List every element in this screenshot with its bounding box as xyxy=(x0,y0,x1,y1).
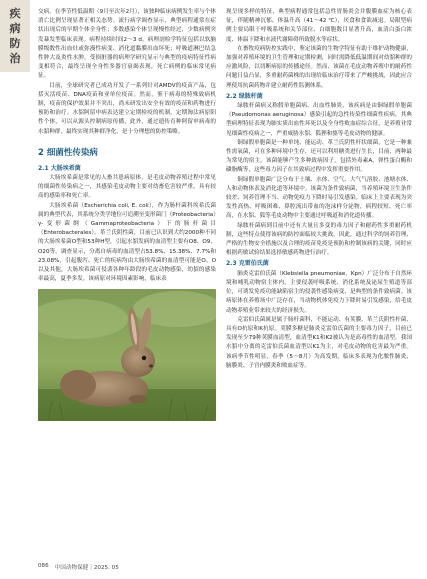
paragraph: 在畜牧疫病防控实践中，鉴定该菌的生物学特征有助于维护动物健康，加强对养殖环境的卫生管理和定期检测，同时需降低低温期间对幼貂种群的应激风险，以切断病原的传播途径。然而，该菌在毛皮动物养殖中的耐药性问题日益凸显，多重耐药菌株的出现给临床治疗带来了严峻挑战，因此应合理使用抗菌药物并建立耐药性监测体系。 xyxy=(226,45,412,89)
paragraph: 目前，全球研究者已成功开发了一系列针对AMDV的疫苗产品，包括灭活疫苗、DNA疫苗和亚单位疫苗。然而，鉴于病毒的特殊致病机制，疫苗的保护效果并不突出，尚未研发出安全有效的疫苗和药物进行预防和治疗。水貂阿留申病表达建立定期检疫的机制，定期淘汰病原阳性个体，可以从源头控制病原传播，此外，通过遗传育种阿留申病毒的水貂种群，最终实现其种群净化，是十分理想的防控策略。 xyxy=(38,82,216,135)
paragraph: 现呈现多样的特征，典型病程通常包括急性胃肠炎会并腹膜血症为核心表征，伴随精神沉郁、体温升高（41～42 ℃），厌食和食欲减退。局限型病例主要局限于呼吸系统和关节部位、白细胞数目显著升高，血清白蛋白浓度、体温下降和水液代谢障碍所致脱水等症状。 xyxy=(226,9,412,43)
subsection-heading: 2.1 大肠埃希菌 xyxy=(38,164,81,172)
paragraph: 铜绿假单胞菌广泛分布于土壤、水体、空气、大气气溶胶、池塘水体、人和动物体表及消化道等环境中。该菌为条件致病菌，当养殖环境卫生条件较差、饲养管理不当、动物免疫力下降时易引发感染。临床上主要表现为突发性高热、呼吸困难、鼻腔流出带血的泡沫样分泌物，病程较短、死亡率高，在水貂、狐等毛皮动物中主要通过呼吸道和消化道传播。 xyxy=(226,176,412,220)
section-heading: 2 细菌性传染病 xyxy=(38,147,98,158)
section-side-tab xyxy=(0,0,30,72)
paragraph: 绿脓杆菌病又称假单胞菌病、出血性肺炎，该疾病是由铜绿假单胞菌（Pseudomonas aeruginosa）感染引起的急性传染性细菌性疾病，其典型病理特征表现为肺实质出血性坏死以及全身性败血症综合征，是养殖业常见细菌性疫病之一，严重威胁水貂、狐狸和貉等毛皮动物的健康。 xyxy=(226,103,412,137)
paragraph: 肺炎克雷伯氏菌（Klebsiella pneumoniae，Kpn）广泛分布于自然环境和哺乳动物宿主体内，主要侵袭呼吸系统、消化系统及泌尿生殖道等部位，可诱发免疫功能缺陷宿主的侵袭性感染病变，是典型的条件致病菌。该病原体在养殖场中广泛存在，当动物机体免疫力下降时易引发感染，给毛皮动物养殖业带来较大的经济损失。 xyxy=(226,270,413,314)
paragraph: 大肠埃希菌（Escherichia coli, E. coli），作为肠杆菌科埃希氏菌属的典型代表，其系统分类学地位可追溯至变形菌门（Proteobacteria）γ-变形菌纲（Gammaproteobacteria）下的肠杆菌目（Enterobacterales）。革兰氏阴性菌，目前已认识到大约2000种不同的大肠埃希菌O型和53种H型，引起水貂发病的血清型主要有O8、O9、O20等。调查显示，分离自病毒的血清型占53.8%、15.38%、7.7%和23.08%，引起腹泻、死亡的疾病均由大肠埃希菌的血清型可能是O、O以及其他，大肠埃希菌可侵袭各种年龄段的毛皮动物感染，幼貂的感染率最高，夏季多发。该病原对环境因素影响，临床表 xyxy=(38,202,216,283)
side-tab-char: 治 xyxy=(9,52,21,65)
side-tab-char: 病 xyxy=(9,22,21,35)
paragraph: 交病。在季节性低温期（9月至次年2月），该独种临床病例发生率与个体消亡比例呈现显著正相关态势。流行病学调查显示，典型病程通常在症状出现后的早期个体全身性；多数感染个体呈现慢性经过，少数病例突发暴发型临床表现。病程持续时间2～3 d。病理剖检学特征包括以软脑膜级数性出血灶或弥漫性病变、消化道黏膜出血坏死；呼吸道淋巴结急性肿大及炎性水肿。受损脏器的病理学研究显示与典型的疫病特征性病变相符合，最终呈现全身性多器官衰竭表现，死亡病例的临床常见病征。 xyxy=(38,9,216,80)
journal-name: 中国动物保健｜2025. 05 xyxy=(54,565,119,571)
left-column xyxy=(38,8,216,425)
side-tab-char: 防 xyxy=(9,37,21,50)
subsection-heading: 2.3 克雷伯氏菌 xyxy=(226,260,269,268)
right-column xyxy=(226,8,412,371)
paragraph: 铜绿假单胞菌是一种单纯、能运动、革兰氏阴性杆状细菌，它是一种兼性需氧菌，可在多种环境中生存，还可以利用糖类进行生长，目前，两种最为常见的宿主。该菌能够产生多种致病因子，包括外毒素A、弹性蛋白酶和磷脂酶等，这些毒力因子在其致病过程中发挥重要作用。 xyxy=(226,139,412,174)
side-tab-char: 疾 xyxy=(9,7,21,20)
paragraph: 绿脓杆菌病到目前中还有大量且多变的毒力因子和耐药性多重耐药机制，这些特点使得该病的防控面临较大挑战。因此，通过科学的饲养管理、严格的生物安全措施以及合理的疫苗免疫是预防和控制该病的关键，同时应根据药敏试验结果选择敏感药物进行治疗。 xyxy=(226,222,412,257)
page-footer xyxy=(38,563,119,571)
rabbit-illustration xyxy=(38,289,216,421)
paragraph: 大肠埃希菌是常见的人畜共患病原体，是毛皮动物养殖过程中常见的细菌性传染病之一，其感染毛皮动物主要对幼畜危害较严重，具有较高的感染率和死亡率。 xyxy=(38,175,216,200)
rabbit-photo xyxy=(38,289,216,421)
subsection-heading: 2.2 绿脓杆菌 xyxy=(226,92,263,100)
paragraph: 克雷伯氏菌属是属于肠杆菌科，不能运动、有荚膜、革兰氏阴性杆菌，具有O抗原和K抗原。荚膜多糖是肺炎克雷伯氏菌的主要毒力因子，目前已发现至少79种荚膜血清型，血清型K1和K2被认为是高毒性的血清型。我国水貂中分离的克雷伯氏菌血清型以K1为主，对毛皮动物的危害最为严重。该病季节性明显，春季（5～8月）为高发期，临床多表现为化脓性肺炎、脑膜炎、子宫内膜炎和败血症等。 xyxy=(226,316,412,369)
page-number: 086 xyxy=(38,563,49,569)
